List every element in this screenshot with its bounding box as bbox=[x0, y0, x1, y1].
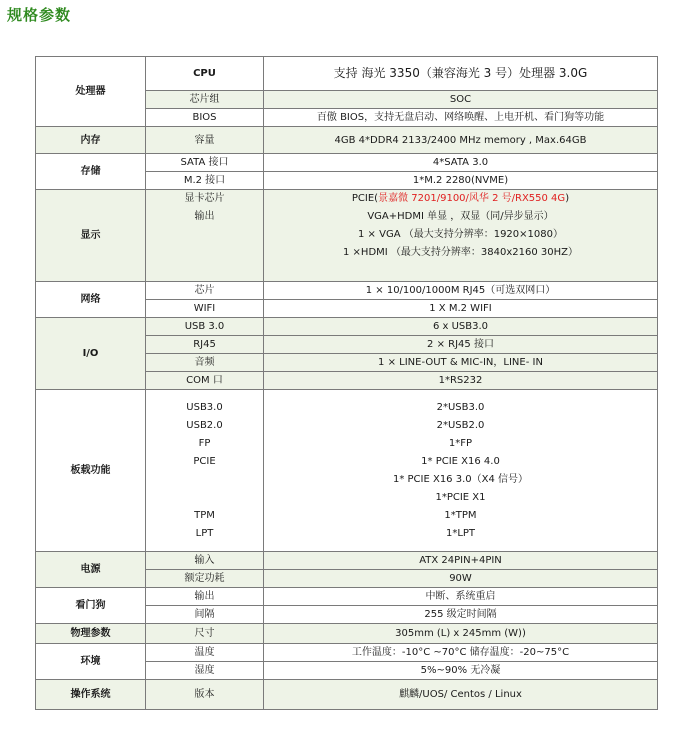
spec-value-onboard-usb30: 2*USB3.0 bbox=[436, 401, 485, 413]
category-memory: 内存 bbox=[36, 127, 146, 154]
spec-label-output: 输出 bbox=[194, 211, 215, 222]
spec-value-output-1: VGA+HDMI 单显 ，双显（同/异步显示） bbox=[367, 211, 554, 222]
gpu-highlight-text: 景嘉微 7201/9100/风华 2 号/RX550 4G bbox=[378, 193, 566, 204]
category-watchdog: 看门狗 bbox=[36, 588, 146, 624]
category-physical: 物理参数 bbox=[36, 624, 146, 644]
spec-label-watchdog-output: 输出 bbox=[146, 588, 264, 606]
spec-label-audio: 音频 bbox=[146, 354, 264, 372]
spec-label-onboard-pcie: PCIE bbox=[193, 455, 216, 467]
spec-label-usb30: USB 3.0 bbox=[146, 318, 264, 336]
spec-value-power-rated: 90W bbox=[264, 570, 658, 588]
spec-value-memory: 4GB 4*DDR4 2133/2400 MHz memory , Max.64GB bbox=[264, 127, 658, 154]
spec-value-audio: 1 × LINE-OUT & MIC-IN，LINE- IN bbox=[264, 354, 658, 372]
spec-value-temperature: 工作温度：-10°C ~70°C 储存温度：-20~75°C bbox=[264, 644, 658, 662]
spec-label-size: 尺寸 bbox=[146, 624, 264, 644]
category-processor: 处理器 bbox=[36, 57, 146, 127]
spec-label-onboard-fp: FP bbox=[198, 437, 211, 449]
spec-value-output-3: 1 ×HDMI （最大支持分辨率：3840x2160 30HZ） bbox=[343, 247, 578, 258]
spec-label-cpu: CPU bbox=[146, 57, 264, 91]
category-storage: 存储 bbox=[36, 154, 146, 190]
spec-value-bios: 百傲 BIOS，支持无盘启动、网络唤醒、上电开机、看门狗等功能 bbox=[264, 109, 658, 127]
spec-value-com: 1*RS232 bbox=[264, 372, 658, 390]
spec-label-onboard-lpt: LPT bbox=[195, 527, 214, 539]
page-title: 规格参数 bbox=[7, 6, 72, 24]
spec-label-onboard-usb30: USB3.0 bbox=[186, 401, 223, 413]
spec-value-m2: 1*M.2 2280(NVME) bbox=[264, 172, 658, 190]
spec-value-power-input: ATX 24PIN+4PIN bbox=[264, 552, 658, 570]
spec-value-onboard-pcie-3: 1*PCIE X1 bbox=[435, 491, 486, 503]
spec-value-cpu: 支持 海光 3350（兼容海光 3 号）处理器 3.0G bbox=[264, 57, 658, 91]
spec-label-nic: 芯片 bbox=[146, 282, 264, 300]
spec-value-watchdog-interval: 255 级定时间隔 bbox=[264, 606, 658, 624]
spec-label-bios: BIOS bbox=[146, 109, 264, 127]
spec-value-nic: 1 × 10/100/1000M RJ45（可选双网口） bbox=[264, 282, 658, 300]
display-labels bbox=[146, 190, 264, 282]
category-display: 显示 bbox=[36, 190, 146, 282]
spec-value-wifi: 1 X M.2 WIFI bbox=[264, 300, 658, 318]
onboard-labels bbox=[146, 390, 264, 552]
spec-value-humidity: 5%~90% 无冷凝 bbox=[264, 662, 658, 680]
onboard-values bbox=[264, 390, 658, 552]
spec-label-os: 版本 bbox=[146, 680, 264, 710]
spec-label-onboard-tpm: TPM bbox=[194, 509, 215, 521]
spec-label-power-rated: 额定功耗 bbox=[146, 570, 264, 588]
display-values bbox=[264, 190, 658, 282]
spec-value-onboard-pcie-2: 1* PCIE X16 3.0（X4 信号） bbox=[392, 473, 529, 485]
spec-value-size: 305mm (L) x 245mm (W)) bbox=[264, 624, 658, 644]
spec-label-rj45: RJ45 bbox=[146, 336, 264, 354]
spec-label-temperature: 温度 bbox=[146, 644, 264, 662]
category-environment: 环境 bbox=[36, 644, 146, 680]
spec-value-output-2: 1 × VGA （最大支持分辨率：1920×1080） bbox=[358, 229, 563, 240]
spec-value-onboard-usb20: 2*USB2.0 bbox=[436, 419, 485, 431]
spec-label-power-input: 输入 bbox=[146, 552, 264, 570]
spec-value-watchdog-output: 中断、系统重启 bbox=[264, 588, 658, 606]
spec-value-onboard-pcie-1: 1* PCIE X16 4.0 bbox=[421, 455, 500, 467]
spec-label-com: COM 口 bbox=[146, 372, 264, 390]
spec-value-chipset: SOC bbox=[264, 91, 658, 109]
spec-label-onboard-usb20: USB2.0 bbox=[186, 419, 223, 431]
spec-label-chipset: 芯片组 bbox=[146, 91, 264, 109]
spec-table bbox=[35, 56, 658, 710]
spec-label-gpu: 显卡芯片 bbox=[184, 193, 225, 204]
category-onboard: 板载功能 bbox=[36, 390, 146, 552]
category-network: 网络 bbox=[36, 282, 146, 318]
spec-value-onboard-lpt: 1*LPT bbox=[445, 527, 476, 539]
spec-label-humidity: 湿度 bbox=[146, 662, 264, 680]
spec-label-m2: M.2 接口 bbox=[146, 172, 264, 190]
spec-value-onboard-tpm: 1*TPM bbox=[444, 509, 477, 521]
spec-value-os: 麒麟/UOS/ Centos / Linux bbox=[264, 680, 658, 710]
spec-value-rj45: 2 × RJ45 接口 bbox=[264, 336, 658, 354]
spec-value-onboard-fp: 1*FP bbox=[448, 437, 473, 449]
category-os: 操作系统 bbox=[36, 680, 146, 710]
spec-value-usb30: 6 x USB3.0 bbox=[264, 318, 658, 336]
spec-label-memory: 容量 bbox=[146, 127, 264, 154]
spec-label-wifi: WIFI bbox=[146, 300, 264, 318]
category-io: I/O bbox=[36, 318, 146, 390]
category-power: 电源 bbox=[36, 552, 146, 588]
spec-label-watchdog-interval: 间隔 bbox=[146, 606, 264, 624]
spec-value-gpu: PCIE(景嘉微 7201/9100/风华 2 号/RX550 4G) bbox=[351, 193, 570, 204]
spec-value-sata: 4*SATA 3.0 bbox=[264, 154, 658, 172]
spec-label-sata: SATA 接口 bbox=[146, 154, 264, 172]
